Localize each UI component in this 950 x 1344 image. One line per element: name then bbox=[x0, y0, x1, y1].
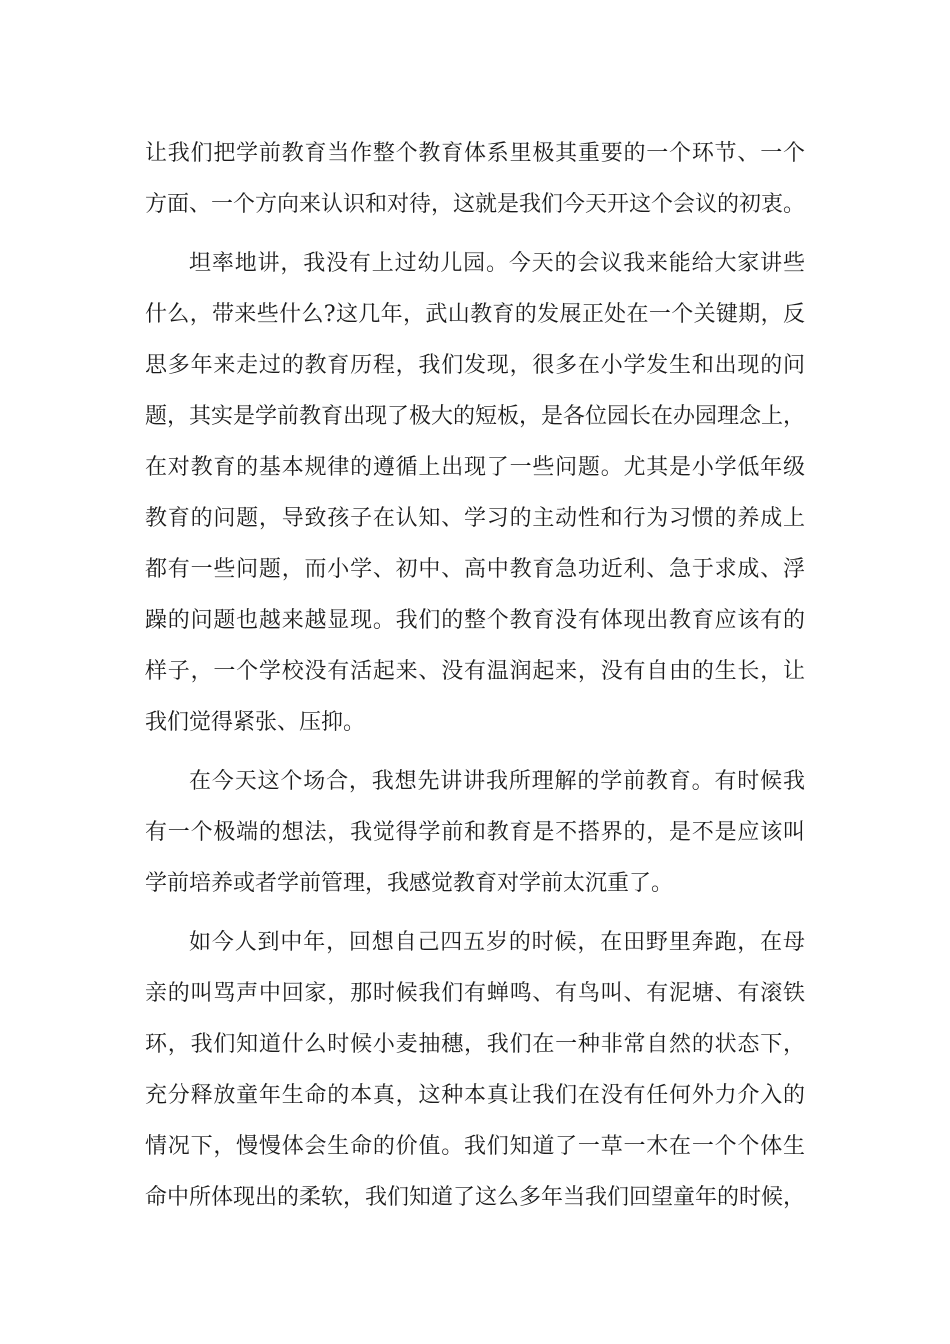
text-line: 方面、一个方向来认识和对待，这就是我们今天开这个会议的初衷。 bbox=[145, 192, 806, 217]
text-line: 命中所体现出的柔软，我们知道了这么多年当我们回望童年的时候， bbox=[145, 1185, 806, 1210]
text-line: 亲的叫骂声中回家，那时候我们有蝉鸣、有鸟叫、有泥塘、有滚铁 bbox=[145, 981, 805, 1006]
paragraph-gap bbox=[145, 909, 805, 917]
text-line: 在对教育的基本规律的遵循上出现了一些问题。尤其是小学低年级 bbox=[145, 455, 805, 480]
text-line: 情况下，慢慢体会生命的价值。我们知道了一草一木在一个个体生 bbox=[145, 1134, 805, 1159]
text-line: 题，其实是学前教育出现了极大的短板，是各位园长在办园理念上， bbox=[145, 404, 806, 429]
text-line: 躁的问题也越来越显现。我们的整个教育没有体现出教育应该有的 bbox=[145, 608, 805, 633]
text-line: 教育的问题，导致孩子在认知、学习的主动性和行为习惯的养成上 bbox=[145, 506, 805, 531]
text-line: 思多年来走过的教育历程，我们发现，很多在小学发生和出现的问 bbox=[145, 353, 805, 378]
paragraph bbox=[145, 756, 805, 909]
text-line: 充分释放童年生命的本真，这种本真让我们在没有任何外力介入的 bbox=[145, 1083, 805, 1108]
paragraph bbox=[145, 128, 805, 230]
text-line: 在今天这个场合，我想先讲讲我所理解的学前教育。有时候我 bbox=[189, 769, 805, 794]
paragraph-gap bbox=[145, 748, 805, 756]
text-line: 坦率地讲，我没有上过幼儿园。今天的会议我来能给大家讲些 bbox=[189, 251, 805, 276]
text-line: 学前培养或者学前管理，我感觉教育对学前太沉重了。 bbox=[145, 871, 674, 896]
paragraph bbox=[145, 238, 805, 748]
paragraph bbox=[145, 917, 805, 1223]
paragraph-gap bbox=[145, 230, 805, 238]
text-line: 环，我们知道什么时候小麦抽穗，我们在一种非常自然的状态下， bbox=[145, 1032, 805, 1057]
text-line: 都有一些问题，而小学、初中、高中教育急功近利、急于求成、浮 bbox=[145, 557, 805, 582]
text-line: 如今人到中年，回想自己四五岁的时候，在田野里奔跑，在母 bbox=[189, 930, 805, 955]
text-line: 有一个极端的想法，我觉得学前和教育是不搭界的，是不是应该叫 bbox=[145, 820, 805, 845]
text-line: 我们觉得紧张、压抑。 bbox=[145, 710, 366, 735]
text-line: 什么，带来些什么?这几年，武山教育的发展正处在一个关键期，反 bbox=[145, 302, 805, 327]
text-line: 样子，一个学校没有活起来、没有温润起来，没有自由的生长，让 bbox=[145, 659, 805, 684]
document-body bbox=[145, 128, 805, 1223]
text-line: 让我们把学前教育当作整个教育体系里极其重要的一个环节、一个 bbox=[145, 141, 805, 166]
